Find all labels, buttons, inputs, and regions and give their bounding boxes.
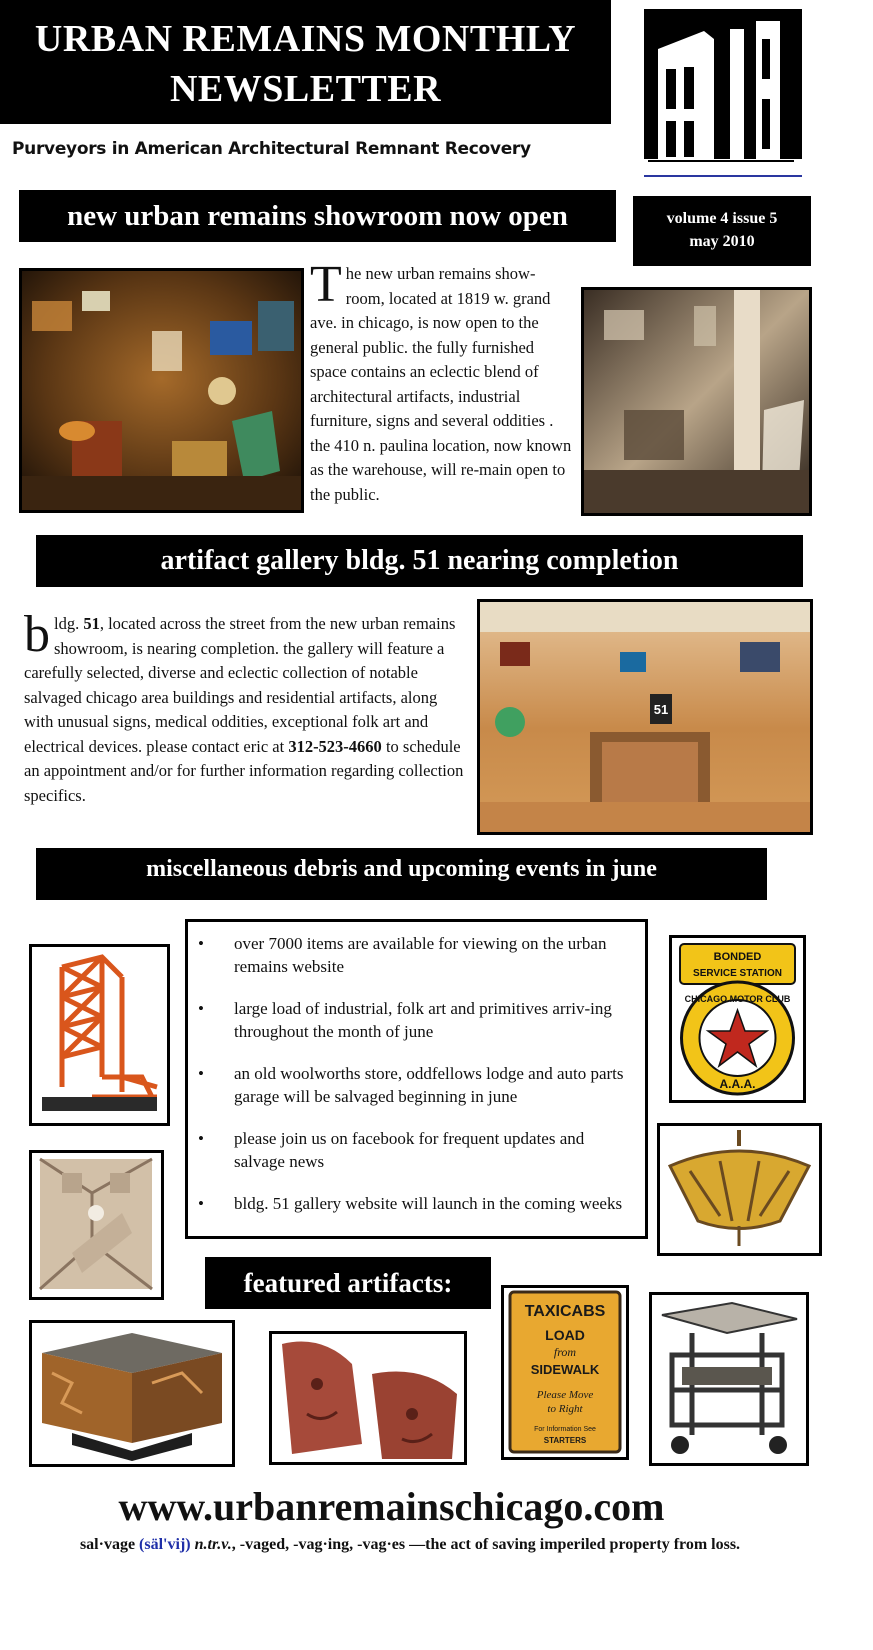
definition-word: sal·vage [79, 1536, 136, 1553]
gallery-text-c: to schedule an appointment and/or for further information regarding collection specifics. [24, 736, 464, 805]
gallery-phone: 312-523-4660 [288, 736, 382, 756]
taxi-sign-line3: from [553, 1345, 577, 1359]
chandelier-photo [657, 1123, 822, 1256]
section-heading-showroom: new urban remains showroom now open [19, 190, 616, 242]
featured-cart-photo [649, 1292, 809, 1466]
gallery-bold-51: 51 [83, 614, 100, 633]
section-heading-events: miscellaneous debris and upcoming events in june [36, 848, 767, 900]
issue-box [633, 196, 811, 266]
taxi-sign-line1: TAXICABS [524, 1303, 606, 1320]
showroom-article [310, 256, 574, 507]
event-item: • over 7000 items are available for viewing on the urban remains website [188, 932, 637, 978]
event-item: • large load of industrial, folk art and primitives arriv-ing throughout the month of june [188, 997, 637, 1043]
showroom-text: he new urban remains show-room, located at 1819 w. grand ave. in chicago, is now open to the general public. the fully furnished space contains an eclectic blend of architectural artifacts, industrial furniture, signs and several oddities . the 410 n. paulina location, now known as the warehouse, will re-main open to the public. [310, 264, 572, 504]
gallery-sign-51: 51 [653, 702, 669, 717]
taxi-sign-line2: LOAD [545, 1327, 585, 1343]
event-item: • an old woolworths store, oddfellows lodge and auto parts garage will be salvaged beginning in june [188, 1062, 637, 1108]
issue-volume: volume 4 issue 5 [666, 210, 778, 227]
showroom-photo [19, 268, 304, 513]
gallery-text-a: ldg. [54, 614, 84, 633]
featured-terracotta-photo [269, 1331, 467, 1465]
motor-club-top-line1: BONDED [713, 951, 762, 963]
featured-taxi-sign-photo [501, 1285, 629, 1460]
featured-copper-block-photo [29, 1320, 235, 1467]
masthead-title-line1: URBAN REMAINS MONTHLY [34, 18, 577, 60]
definition-rest: , -vaged, -vag·ing, -vag·es —the act of saving imperiled property from loss. [231, 1536, 741, 1553]
motor-club-top-line2: SERVICE STATION [693, 968, 782, 979]
gallery-dropcap: b [24, 606, 50, 663]
taxi-sign-line5: Please Move [536, 1389, 594, 1401]
gallery-article [24, 606, 464, 808]
motor-club-bottom-text: A.A.A. [719, 1077, 756, 1091]
stone-panel-photo [29, 1150, 164, 1300]
event-item: • bldg. 51 gallery website will launch in the coming weeks [188, 1192, 637, 1215]
taxi-sign-line7: For Information See [534, 1426, 596, 1433]
events-list [188, 932, 637, 1215]
warehouse-photo [581, 287, 812, 516]
gallery-text-b: , located across the street from the new urban remains showroom, is nearing completion. the gallery will feature a carefully selected, diverse and eclectic collection of notable salvaged chicago area buildings and residential artifacts, along with unusual signs, medical oddities, exceptional folk art and electrical devices. please contact eric at [24, 614, 456, 756]
taxi-sign-line6: to Right [547, 1403, 583, 1415]
events-box [185, 919, 648, 1239]
taxi-sign-line8: STARTERS [543, 1436, 587, 1445]
gallery-photo [477, 599, 813, 835]
masthead-title-box [0, 0, 611, 124]
motor-club-ring-text: CHICAGO MOTOR CLUB [684, 994, 791, 1004]
event-item: • please join us on facebook for frequent updates and salvage news [188, 1127, 637, 1173]
definition-part-of-speech: n.tr.v. [194, 1536, 232, 1553]
industrial-rack-photo [29, 944, 170, 1126]
masthead-title-line2: NEWSLETTER [169, 68, 442, 110]
taxi-sign-line4: SIDEWALK [530, 1362, 600, 1377]
website-url[interactable]: www.urbanremainschicago.com [118, 1484, 665, 1529]
definition-pronunciation: (säl'vij) [139, 1536, 191, 1553]
section-heading-gallery: artifact gallery bldg. 51 nearing completion [36, 535, 803, 587]
featured-heading: featured artifacts: [205, 1257, 491, 1309]
salvage-definition [0, 1535, 820, 1555]
issue-date: may 2010 [689, 233, 755, 250]
masthead-tagline: Purveyors in American Architectural Remnant Recovery [12, 139, 531, 159]
building-logo [644, 9, 802, 177]
showroom-dropcap: T [310, 256, 342, 313]
motor-club-sign-photo [669, 935, 806, 1103]
